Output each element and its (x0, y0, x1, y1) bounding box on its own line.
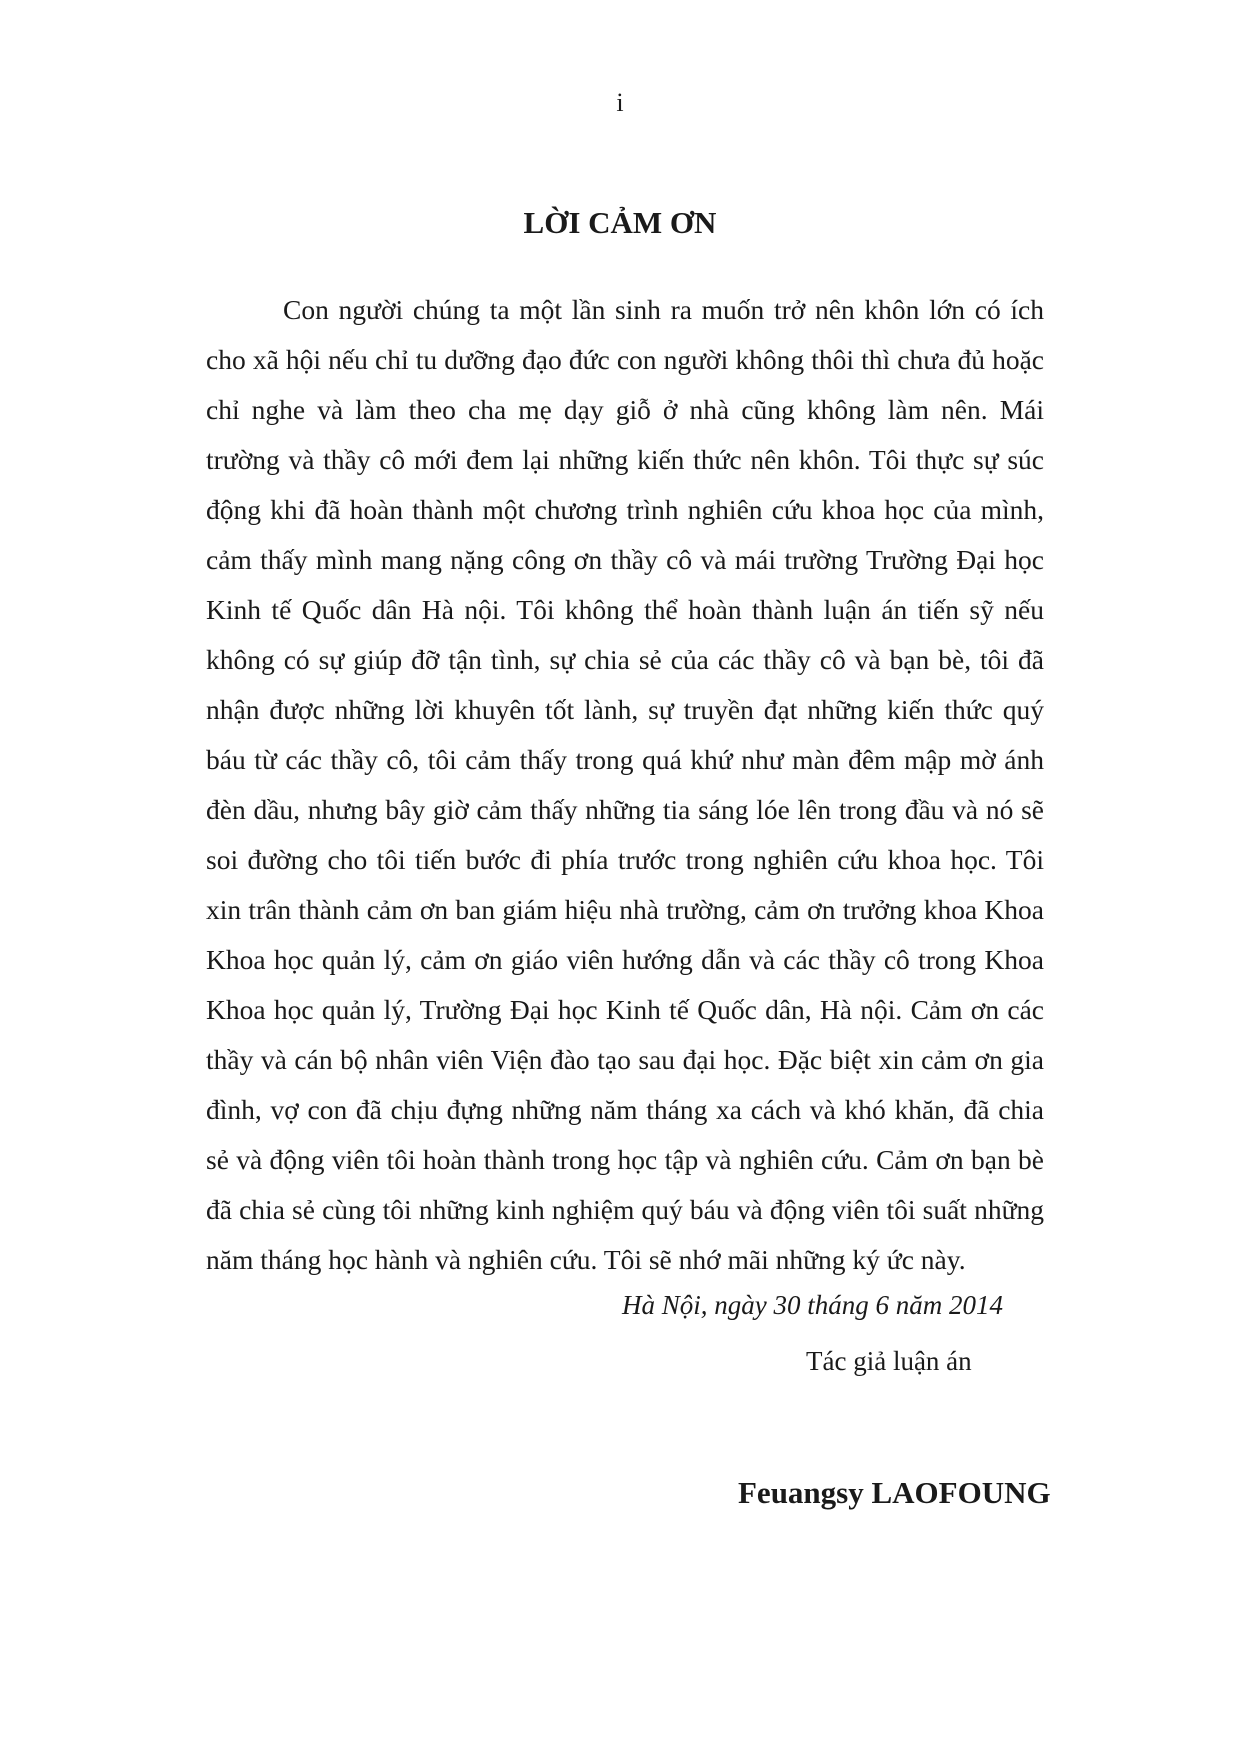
signature-date: Hà Nội, ngày 30 tháng 6 năm 2014 (622, 1290, 1003, 1320)
page-number: i (616, 88, 624, 117)
author-name: Feuangsy LAOFOUNG (738, 1475, 1051, 1510)
author-role: Tác giả luận án (806, 1346, 972, 1376)
page-title: LỜI CẢM ƠN (523, 205, 717, 240)
acknowledgement-paragraph: Con người chúng ta một lần sinh ra muốn trở nên khôn lớn có ích cho xã hội nếu chỉ tu dưỡng đạo đức con người không thôi thì chưa đủ hoặc chỉ nghe và làm theo cha mẹ dạy giỗ ở nhà cũng không làm nên. Mái trường và thầy cô mới đem lại những kiến thức nên khôn. Tôi thực sự súc động khi đã hoàn thành một chương trình nghiên cứu khoa học của mình, cảm thấy mình mang nặng công ơn thầy cô và mái trường Trường Đại học Kinh tế Quốc dân Hà nội. Tôi không thể hoàn thành luận án tiến sỹ nếu không có sự giúp đỡ tận tình, sự chia sẻ của các thầy cô và bạn bè, tôi đã nhận được những lời khuyên tốt lành, sự truyền đạt những kiến thức quý báu từ các thầy cô, tôi cảm thấy trong quá khứ như màn đêm mập mờ ánh đèn dầu, nhưng bây giờ cảm thấy những tia sáng lóe lên trong đầu và nó sẽ soi đường cho tôi tiến bước đi phía trước trong nghiên cứu khoa học. Tôi xin trân thành cảm ơn ban giám hiệu nhà trường, cảm ơn trưởng khoa Khoa Khoa học quản lý, cảm ơn giáo viên hướng dẫn và các thầy cô trong Khoa Khoa học quản lý, Trường Đại học Kinh tế Quốc dân, Hà nội. Cảm ơn các thầy và cán bộ nhân viên Viện đào tạo sau đại học. Đặc biệt xin cảm ơn gia đình, vợ con đã chịu đựng những năm tháng xa cách và khó khăn, đã chia sẻ và động viên tôi hoàn thành trong học tập và nghiên cứu. Cảm ơn bạn bè đã chia sẻ cùng tôi những kinh nghiệm quý báu và động viên tôi suất những năm tháng học hành và nghiên cứu. Tôi sẽ nhớ mãi những ký ức này. (206, 294, 1044, 1275)
